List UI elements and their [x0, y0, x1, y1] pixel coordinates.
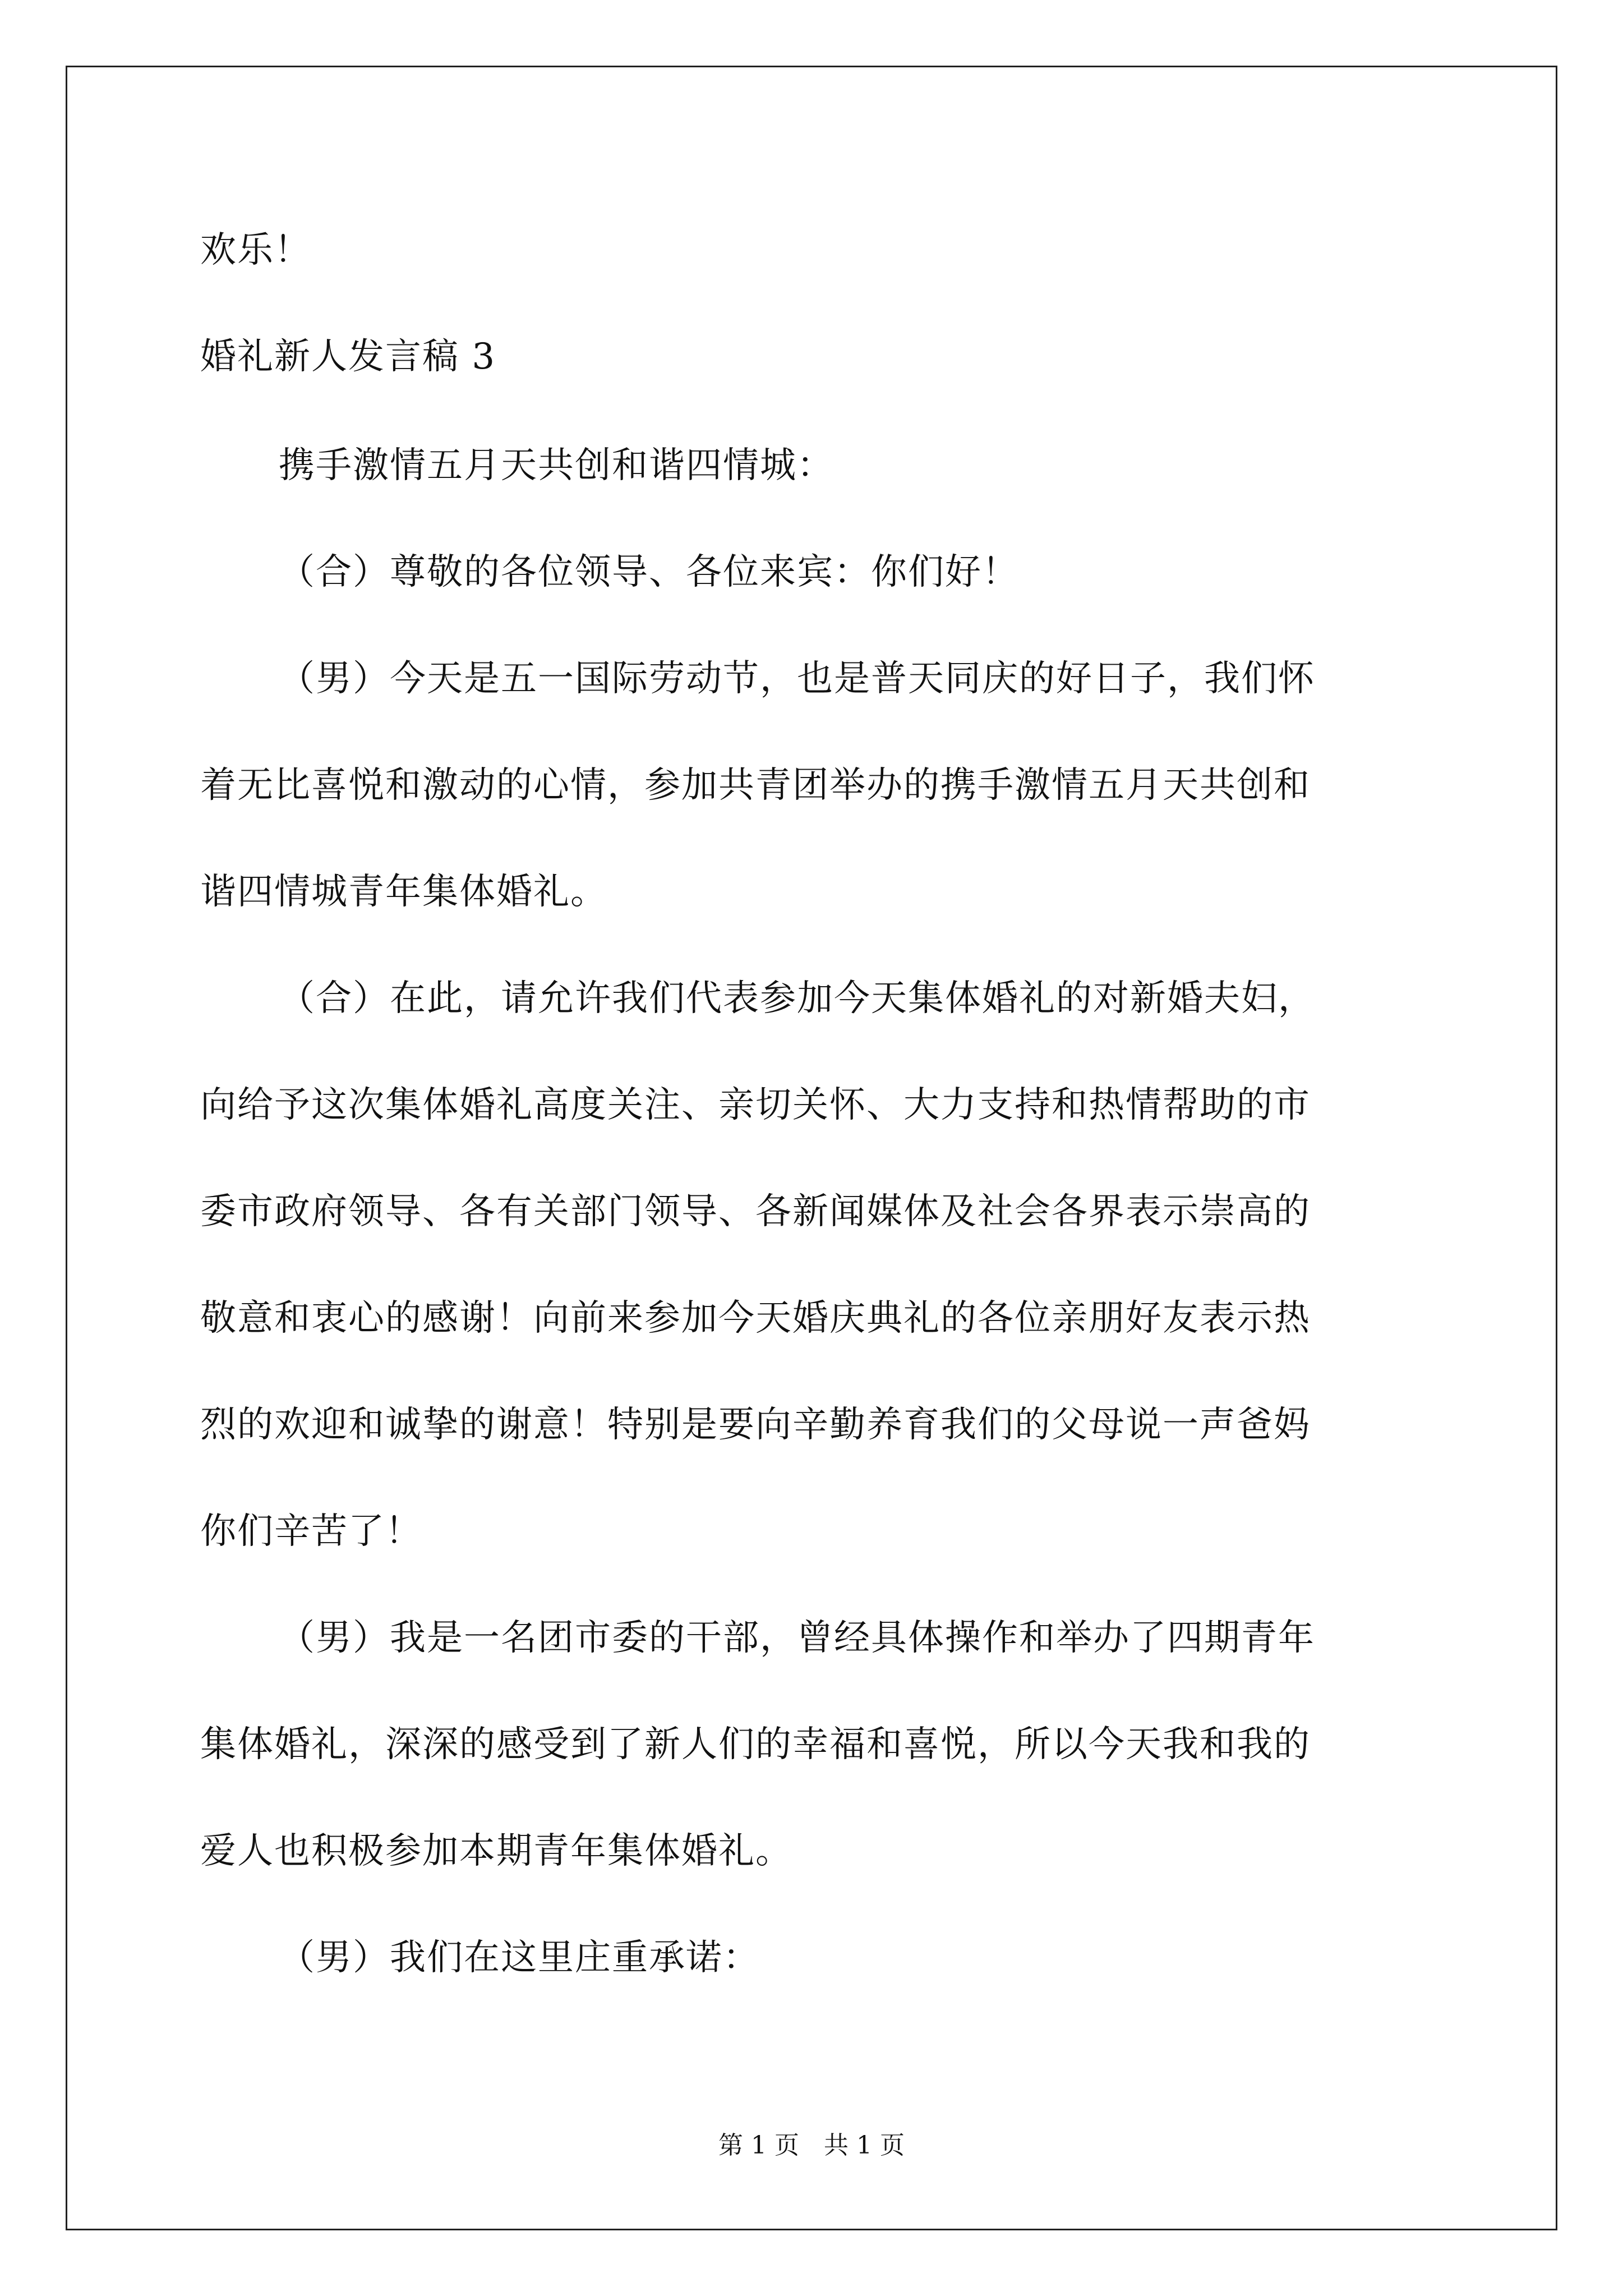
page-border [66, 66, 1557, 2230]
text-line: （合）在此，请允许我们代表参加今天集体婚礼的对新婚夫妇， [279, 978, 1315, 1019]
text-line: 烈的欢迎和诚挚的谢意！特别是要向辛勤养育我们的父母说一声爸妈 [200, 1404, 1311, 1446]
section-heading: 婚礼新人发言稿 3 [200, 336, 496, 378]
text-line: 爱人也积极参加本期青年集体婚礼。 [200, 1830, 792, 1872]
text-line: （男）我是一名团市委的干部，曾经具体操作和举办了四期青年 [279, 1617, 1315, 1659]
text-line: 着无比喜悦和激动的心情，参加共青团举办的携手激情五月天共创和 [200, 765, 1311, 806]
page-number: 第 1 页 共 1 页 [718, 2131, 905, 2160]
text-line: 谐四情城青年集体婚礼。 [200, 871, 607, 913]
text-line: （合）尊敬的各位领导、各位来宾：你们好！ [279, 551, 1019, 593]
text-line: 集体婚礼，深深的感受到了新人们的幸福和喜悦，所以今天我和我的 [200, 1724, 1311, 1765]
text-line: 向给予这次集体婚礼高度关注、亲切关怀、大力支持和热情帮助的市 [200, 1084, 1311, 1126]
text-line: （男）我们在这里庄重承诺： [279, 1937, 760, 1978]
text-line: 欢乐！ [200, 229, 311, 271]
text-line: 携手激情五月天共创和谐四情城： [279, 445, 834, 486]
text-line: 敬意和衷心的感谢！向前来参加今天婚庆典礼的各位亲朋好友表示热 [200, 1297, 1311, 1339]
text-line: 你们辛苦了！ [200, 1511, 422, 1552]
text-line: （男）今天是五一国际劳动节，也是普天同庆的好日子，我们怀 [279, 658, 1315, 700]
text-line: 委市政府领导、各有关部门领导、各新闻媒体及社会各界表示崇高的 [200, 1191, 1311, 1232]
